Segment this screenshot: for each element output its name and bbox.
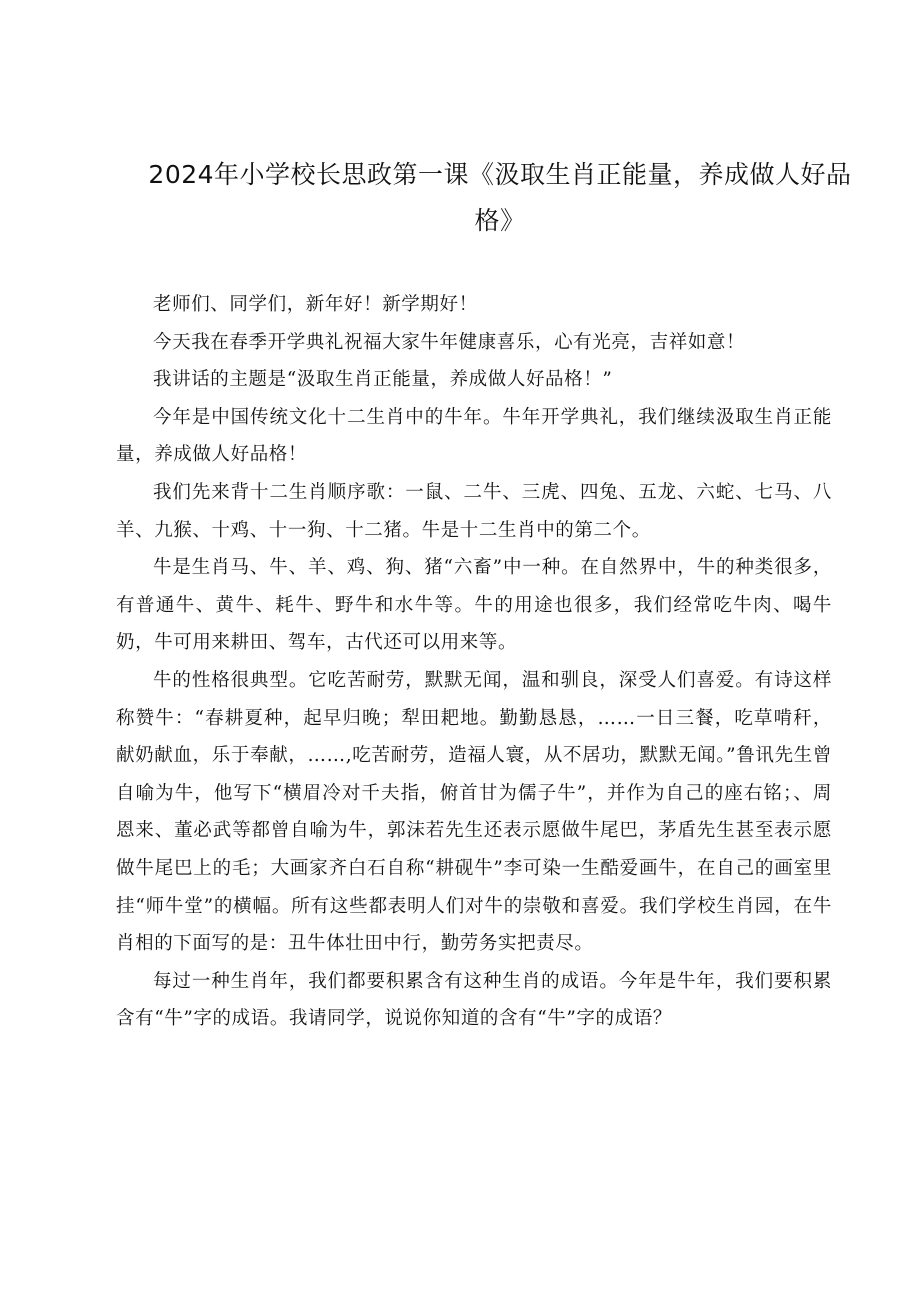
document-title: 2024年小学校长思政第一课《汲取生肖正能量，养成做人好品格》 <box>148 160 852 235</box>
paragraph-year-of-ox: 今年是中国传统文化十二生肖中的牛年。牛年开学典礼，我们继续汲取生肖正能量，养成做人好品格！ <box>116 406 832 466</box>
paragraph-idioms: 每过一种生肖年，我们都要积累含有这种生肖的成语。今年是牛年，我们要积累含有“牛”字的成语。我请同学，说说你知道的含有“牛”字的成语？ <box>116 970 832 1030</box>
document-body <box>116 286 832 1038</box>
paragraph-ox-character: 牛的性格很典型。它吃苦耐劳，默默无闻，温和驯良，深受人们喜爱。有诗这样称赞牛：“春耕夏种，起早归晚；犁田耙地。勤勤恳恳，……一日三餐，吃草啃秆，献奶献血，乐于奉献，……,吃苦耐劳，造福人寰，从不居功，默默无闻。”鲁讯先生曾自喻为牛，他写下“横眉冷对千夫指，俯首甘为儒子牛”，并作为自己的座右铭；、周恩来、董必武等都曾自喻为牛，郭沫若先生还表示愿做牛尾巴，茅盾先生甚至表示愿做牛尾巴上的毛；大画家齐白石自称“耕砚牛”李可染一生酷爱画牛，在自己的画室里挂“师牛堂”的横幅。所有这些都表明人们对牛的崇敬和喜爱。我们学校生肖园，在牛肖相的下面写的是：丑牛体壮田中行，勤劳务实把责尽。 <box>116 669 832 955</box>
paragraph-greeting: 老师们、同学们，新年好！新学期好！ <box>153 294 478 315</box>
paragraph-ox-types: 牛是生肖马、牛、羊、鸡、狗、猪“六畜”中一种。在自然界中，牛的种类很多，有普通牛、黄牛、耗牛、野牛和水牛等。牛的用途也很多，我们经常吃牛肉、喝牛奶，牛可用来耕田、驾车，古代还可以用来等。 <box>116 557 832 654</box>
paragraph-theme: 我讲话的主题是“汲取生肖正能量，养成做人好品格！” <box>153 369 613 391</box>
paragraph-zodiac-song: 我们先来背十二生肖顺序歌：一鼠、二牛、三虎、四兔、五龙、六蛇、七马、八羊、九猴、十鸡、十一狗、十二猪。牛是十二生肖中的第二个。 <box>116 481 832 541</box>
paragraph-blessing: 今天我在春季开学典礼祝福大家牛年健康喜乐，心有光亮，吉祥如意！ <box>153 331 746 353</box>
